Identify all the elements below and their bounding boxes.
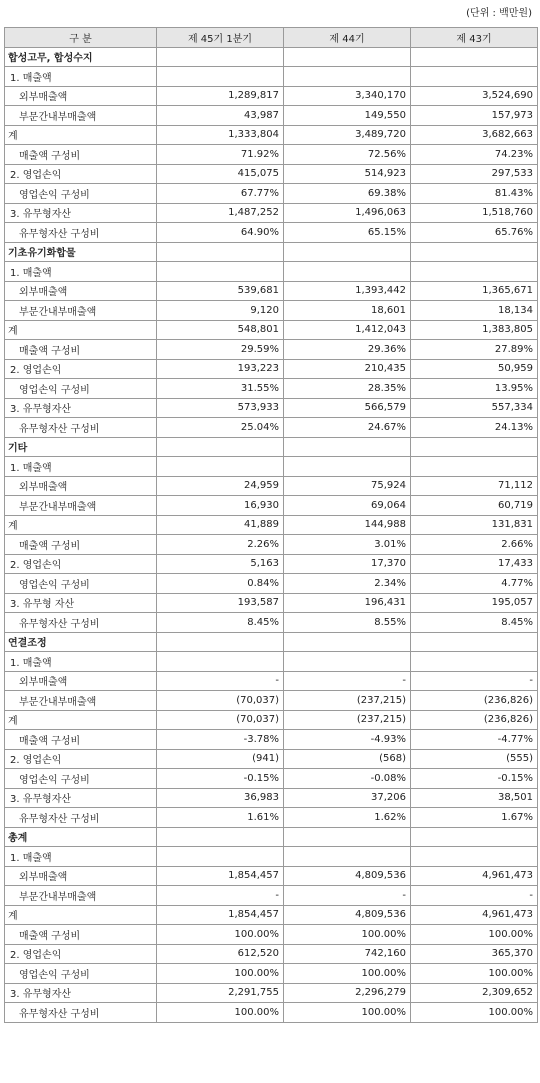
value-cell: -0.15% bbox=[411, 769, 538, 789]
value-cell: 3,340,170 bbox=[284, 86, 411, 106]
table-row bbox=[5, 769, 538, 789]
table-row bbox=[5, 67, 538, 87]
value-cell bbox=[411, 457, 538, 477]
table-row bbox=[5, 905, 538, 925]
row-label: 매출액 구성비 bbox=[5, 730, 157, 750]
table-row bbox=[5, 398, 538, 418]
table-row bbox=[5, 886, 538, 906]
row-label: 부문간내부매출액 bbox=[5, 886, 157, 906]
value-cell: 24,959 bbox=[157, 476, 284, 496]
value-cell: 18,134 bbox=[411, 301, 538, 321]
value-cell: - bbox=[411, 886, 538, 906]
value-cell: - bbox=[284, 886, 411, 906]
value-cell: 1,333,804 bbox=[157, 125, 284, 145]
value-cell: 1.61% bbox=[157, 808, 284, 828]
value-cell: 157,973 bbox=[411, 106, 538, 126]
row-label: 계 bbox=[5, 320, 157, 340]
value-cell: 24.67% bbox=[284, 418, 411, 438]
table-row bbox=[5, 223, 538, 243]
value-cell: (555) bbox=[411, 749, 538, 769]
value-cell: - bbox=[284, 671, 411, 691]
value-cell: 100.00% bbox=[157, 925, 284, 945]
value-cell: 1,518,760 bbox=[411, 203, 538, 223]
value-cell: 17,433 bbox=[411, 554, 538, 574]
value-cell bbox=[411, 827, 538, 847]
value-cell: 69.38% bbox=[284, 184, 411, 204]
value-cell: 9,120 bbox=[157, 301, 284, 321]
value-cell: 3,489,720 bbox=[284, 125, 411, 145]
value-cell: 149,550 bbox=[284, 106, 411, 126]
row-label: 1. 매출액 bbox=[5, 652, 157, 672]
value-cell: 100.00% bbox=[284, 925, 411, 945]
table-row bbox=[5, 749, 538, 769]
value-cell: 612,520 bbox=[157, 944, 284, 964]
value-cell bbox=[157, 242, 284, 262]
row-label: 유무형자산 구성비 bbox=[5, 613, 157, 633]
row-label: 부문간내부매출액 bbox=[5, 106, 157, 126]
value-cell: -0.08% bbox=[284, 769, 411, 789]
table-row bbox=[5, 379, 538, 399]
table-row bbox=[5, 983, 538, 1003]
table-row bbox=[5, 574, 538, 594]
row-label: 2. 영업손익 bbox=[5, 164, 157, 184]
segment-table bbox=[4, 27, 538, 1023]
row-label: 유무형자산 구성비 bbox=[5, 808, 157, 828]
value-cell: - bbox=[157, 671, 284, 691]
value-cell: 64.90% bbox=[157, 223, 284, 243]
value-cell: 1,854,457 bbox=[157, 866, 284, 886]
row-label: 1. 매출액 bbox=[5, 847, 157, 867]
value-cell: 17,370 bbox=[284, 554, 411, 574]
table-row bbox=[5, 730, 538, 750]
value-cell: 131,831 bbox=[411, 515, 538, 535]
value-cell: 4,809,536 bbox=[284, 905, 411, 925]
table-row bbox=[5, 242, 538, 262]
unit-note: (단위 : 백만원) bbox=[466, 8, 532, 19]
value-cell: 365,370 bbox=[411, 944, 538, 964]
header-period-43: 제 43기 bbox=[411, 28, 538, 48]
value-cell: 29.36% bbox=[284, 340, 411, 360]
value-cell: 31.55% bbox=[157, 379, 284, 399]
value-cell bbox=[284, 262, 411, 282]
value-cell: - bbox=[157, 886, 284, 906]
value-cell: 1.62% bbox=[284, 808, 411, 828]
table-row bbox=[5, 1003, 538, 1023]
value-cell: 1.67% bbox=[411, 808, 538, 828]
value-cell bbox=[411, 242, 538, 262]
row-label: 유무형자산 구성비 bbox=[5, 1003, 157, 1023]
value-cell: 1,496,063 bbox=[284, 203, 411, 223]
value-cell: 75,924 bbox=[284, 476, 411, 496]
value-cell: -3.78% bbox=[157, 730, 284, 750]
row-label: 외부매출액 bbox=[5, 866, 157, 886]
table-body bbox=[5, 47, 538, 1022]
table-row bbox=[5, 86, 538, 106]
row-label: 2. 영업손익 bbox=[5, 944, 157, 964]
value-cell: - bbox=[411, 671, 538, 691]
value-cell: 144,988 bbox=[284, 515, 411, 535]
value-cell bbox=[411, 262, 538, 282]
row-label: 외부매출액 bbox=[5, 476, 157, 496]
value-cell bbox=[284, 652, 411, 672]
row-label: 매출액 구성비 bbox=[5, 340, 157, 360]
value-cell: 297,533 bbox=[411, 164, 538, 184]
value-cell: 41,889 bbox=[157, 515, 284, 535]
value-cell: 27.89% bbox=[411, 340, 538, 360]
row-label: 외부매출액 bbox=[5, 281, 157, 301]
value-cell: 8.45% bbox=[157, 613, 284, 633]
value-cell: 8.45% bbox=[411, 613, 538, 633]
table-row bbox=[5, 964, 538, 984]
table-row bbox=[5, 808, 538, 828]
value-cell: 74.23% bbox=[411, 145, 538, 165]
value-cell bbox=[284, 437, 411, 457]
table-row bbox=[5, 632, 538, 652]
value-cell bbox=[411, 632, 538, 652]
value-cell: 100.00% bbox=[157, 964, 284, 984]
value-cell: 18,601 bbox=[284, 301, 411, 321]
value-cell: 548,801 bbox=[157, 320, 284, 340]
value-cell: 2.66% bbox=[411, 535, 538, 555]
table-row bbox=[5, 496, 538, 516]
value-cell: 1,289,817 bbox=[157, 86, 284, 106]
row-label: 영업손익 구성비 bbox=[5, 964, 157, 984]
value-cell: 72.56% bbox=[284, 145, 411, 165]
value-cell bbox=[157, 652, 284, 672]
row-label: 외부매출액 bbox=[5, 671, 157, 691]
table-row bbox=[5, 476, 538, 496]
row-label: 3. 유무형자산 bbox=[5, 203, 157, 223]
value-cell: 193,587 bbox=[157, 593, 284, 613]
value-cell: 36,983 bbox=[157, 788, 284, 808]
table-row bbox=[5, 535, 538, 555]
row-label: 1. 매출액 bbox=[5, 457, 157, 477]
value-cell: 100.00% bbox=[284, 1003, 411, 1023]
value-cell: 195,057 bbox=[411, 593, 538, 613]
table-row bbox=[5, 847, 538, 867]
row-label: 유무형자산 구성비 bbox=[5, 223, 157, 243]
value-cell: 539,681 bbox=[157, 281, 284, 301]
table-row bbox=[5, 203, 538, 223]
table-row bbox=[5, 145, 538, 165]
value-cell: 71.92% bbox=[157, 145, 284, 165]
row-label: 3. 유무형 자산 bbox=[5, 593, 157, 613]
value-cell: 4,809,536 bbox=[284, 866, 411, 886]
value-cell: (237,215) bbox=[284, 710, 411, 730]
value-cell: 43,987 bbox=[157, 106, 284, 126]
table-row bbox=[5, 301, 538, 321]
value-cell: 8.55% bbox=[284, 613, 411, 633]
row-label: 매출액 구성비 bbox=[5, 535, 157, 555]
row-label: 부문간내부매출액 bbox=[5, 496, 157, 516]
value-cell bbox=[411, 47, 538, 67]
table-row bbox=[5, 827, 538, 847]
table-row bbox=[5, 320, 538, 340]
row-label: 1. 매출액 bbox=[5, 67, 157, 87]
value-cell: 3,682,663 bbox=[411, 125, 538, 145]
value-cell: 5,163 bbox=[157, 554, 284, 574]
value-cell bbox=[157, 67, 284, 87]
value-cell: 25.04% bbox=[157, 418, 284, 438]
value-cell: 573,933 bbox=[157, 398, 284, 418]
row-label: 3. 유무형자산 bbox=[5, 788, 157, 808]
table-row bbox=[5, 164, 538, 184]
row-label: 계 bbox=[5, 905, 157, 925]
value-cell: 100.00% bbox=[411, 964, 538, 984]
value-cell: (236,826) bbox=[411, 710, 538, 730]
table-row bbox=[5, 457, 538, 477]
value-cell: 1,393,442 bbox=[284, 281, 411, 301]
value-cell: 16,930 bbox=[157, 496, 284, 516]
value-cell: 65.76% bbox=[411, 223, 538, 243]
value-cell: 65.15% bbox=[284, 223, 411, 243]
value-cell: 2.34% bbox=[284, 574, 411, 594]
row-label: 1. 매출액 bbox=[5, 262, 157, 282]
row-label: 2. 영업손익 bbox=[5, 554, 157, 574]
value-cell bbox=[284, 847, 411, 867]
table-row bbox=[5, 281, 538, 301]
value-cell bbox=[284, 827, 411, 847]
value-cell bbox=[157, 847, 284, 867]
row-label: 합성고무, 합성수지 bbox=[5, 47, 157, 67]
row-label: 외부매출액 bbox=[5, 86, 157, 106]
value-cell: 1,854,457 bbox=[157, 905, 284, 925]
table-row bbox=[5, 613, 538, 633]
row-label: 총계 bbox=[5, 827, 157, 847]
row-label: 매출액 구성비 bbox=[5, 925, 157, 945]
value-cell: -0.15% bbox=[157, 769, 284, 789]
row-label: 2. 영업손익 bbox=[5, 749, 157, 769]
header-period-44: 제 44기 bbox=[284, 28, 411, 48]
table-row bbox=[5, 262, 538, 282]
value-cell bbox=[284, 47, 411, 67]
row-label: 기초유기화합물 bbox=[5, 242, 157, 262]
value-cell: (70,037) bbox=[157, 710, 284, 730]
value-cell: 1,412,043 bbox=[284, 320, 411, 340]
value-cell bbox=[284, 67, 411, 87]
table-row bbox=[5, 944, 538, 964]
value-cell: 81.43% bbox=[411, 184, 538, 204]
value-cell bbox=[411, 652, 538, 672]
value-cell: 4,961,473 bbox=[411, 866, 538, 886]
table-row bbox=[5, 866, 538, 886]
table-row bbox=[5, 652, 538, 672]
value-cell: 0.84% bbox=[157, 574, 284, 594]
value-cell: -4.77% bbox=[411, 730, 538, 750]
table-row bbox=[5, 184, 538, 204]
header-category: 구 분 bbox=[5, 28, 157, 48]
value-cell bbox=[157, 262, 284, 282]
value-cell: 4,961,473 bbox=[411, 905, 538, 925]
row-label: 영업손익 구성비 bbox=[5, 574, 157, 594]
table-row bbox=[5, 788, 538, 808]
value-cell bbox=[284, 632, 411, 652]
value-cell: 4.77% bbox=[411, 574, 538, 594]
row-label: 2. 영업손익 bbox=[5, 359, 157, 379]
value-cell: 742,160 bbox=[284, 944, 411, 964]
row-label: 3. 유무형자산 bbox=[5, 398, 157, 418]
row-label: 계 bbox=[5, 710, 157, 730]
row-label: 연결조정 bbox=[5, 632, 157, 652]
table-row bbox=[5, 671, 538, 691]
value-cell: 1,365,671 bbox=[411, 281, 538, 301]
value-cell: 38,501 bbox=[411, 788, 538, 808]
table-row bbox=[5, 125, 538, 145]
value-cell bbox=[284, 457, 411, 477]
value-cell: 29.59% bbox=[157, 340, 284, 360]
table-row bbox=[5, 710, 538, 730]
table-row bbox=[5, 106, 538, 126]
table-row bbox=[5, 593, 538, 613]
value-cell: 1,383,805 bbox=[411, 320, 538, 340]
value-cell bbox=[284, 242, 411, 262]
value-cell bbox=[411, 67, 538, 87]
row-label: 계 bbox=[5, 125, 157, 145]
value-cell bbox=[157, 47, 284, 67]
value-cell: 100.00% bbox=[411, 925, 538, 945]
table-row bbox=[5, 418, 538, 438]
row-label: 영업손익 구성비 bbox=[5, 184, 157, 204]
value-cell: 13.95% bbox=[411, 379, 538, 399]
value-cell bbox=[157, 457, 284, 477]
value-cell: 3.01% bbox=[284, 535, 411, 555]
value-cell: 557,334 bbox=[411, 398, 538, 418]
value-cell bbox=[157, 827, 284, 847]
value-cell: 100.00% bbox=[157, 1003, 284, 1023]
value-cell: (237,215) bbox=[284, 691, 411, 711]
value-cell: (70,037) bbox=[157, 691, 284, 711]
value-cell: 24.13% bbox=[411, 418, 538, 438]
table-row bbox=[5, 359, 538, 379]
value-cell: 100.00% bbox=[284, 964, 411, 984]
row-label: 부문간내부매출액 bbox=[5, 301, 157, 321]
value-cell: 71,112 bbox=[411, 476, 538, 496]
value-cell: 2.26% bbox=[157, 535, 284, 555]
row-label: 기타 bbox=[5, 437, 157, 457]
row-label: 영업손익 구성비 bbox=[5, 769, 157, 789]
value-cell bbox=[157, 437, 284, 457]
value-cell: 2,291,755 bbox=[157, 983, 284, 1003]
table-row bbox=[5, 691, 538, 711]
value-cell: 60,719 bbox=[411, 496, 538, 516]
table-row bbox=[5, 925, 538, 945]
value-cell: 37,206 bbox=[284, 788, 411, 808]
value-cell: 415,075 bbox=[157, 164, 284, 184]
row-label: 매출액 구성비 bbox=[5, 145, 157, 165]
value-cell bbox=[411, 847, 538, 867]
value-cell: 69,064 bbox=[284, 496, 411, 516]
row-label: 계 bbox=[5, 515, 157, 535]
table-row bbox=[5, 515, 538, 535]
value-cell: (568) bbox=[284, 749, 411, 769]
value-cell: 67.77% bbox=[157, 184, 284, 204]
value-cell bbox=[411, 437, 538, 457]
table-header-row bbox=[5, 28, 538, 48]
value-cell: 50,959 bbox=[411, 359, 538, 379]
row-label: 유무형자산 구성비 bbox=[5, 418, 157, 438]
row-label: 부문간내부매출액 bbox=[5, 691, 157, 711]
value-cell: 514,923 bbox=[284, 164, 411, 184]
table-row bbox=[5, 47, 538, 67]
value-cell: 2,309,652 bbox=[411, 983, 538, 1003]
value-cell: 100.00% bbox=[411, 1003, 538, 1023]
value-cell: 196,431 bbox=[284, 593, 411, 613]
row-label: 3. 유무형자산 bbox=[5, 983, 157, 1003]
value-cell: (236,826) bbox=[411, 691, 538, 711]
value-cell: 1,487,252 bbox=[157, 203, 284, 223]
value-cell bbox=[157, 632, 284, 652]
value-cell: 28.35% bbox=[284, 379, 411, 399]
table-row bbox=[5, 340, 538, 360]
value-cell: 193,223 bbox=[157, 359, 284, 379]
value-cell: 3,524,690 bbox=[411, 86, 538, 106]
row-label: 영업손익 구성비 bbox=[5, 379, 157, 399]
value-cell: 210,435 bbox=[284, 359, 411, 379]
value-cell: -4.93% bbox=[284, 730, 411, 750]
value-cell: 566,579 bbox=[284, 398, 411, 418]
value-cell: (941) bbox=[157, 749, 284, 769]
table-row bbox=[5, 437, 538, 457]
value-cell: 2,296,279 bbox=[284, 983, 411, 1003]
table-row bbox=[5, 554, 538, 574]
header-period-45q1: 제 45기 1분기 bbox=[157, 28, 284, 48]
